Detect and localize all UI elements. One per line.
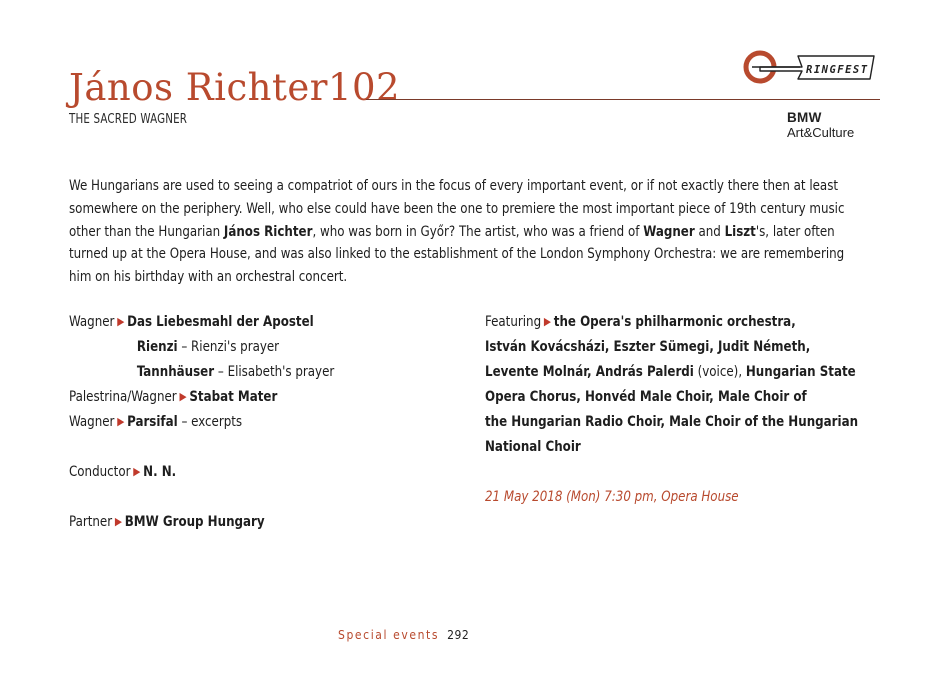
intro-text-1: We Hungarians are used to seeing a compatriot of ours in the focus of every important event, or if not exactly there then at least somewhere on the periphery. Well, who else could have been the one to premiere the most important piece of 19th century music other than the Hungarian bbox=[69, 178, 845, 240]
sponsor-name: BMW bbox=[787, 110, 822, 125]
featuring-row-5 bbox=[485, 410, 885, 435]
conductor-label: Conductor bbox=[69, 464, 131, 480]
program-row-1 bbox=[69, 310, 460, 335]
composer-label: Wagner bbox=[69, 414, 115, 430]
performer-text: the Opera's philharmonic orchestra, bbox=[553, 314, 796, 330]
sponsor-logo bbox=[787, 110, 854, 140]
performer-text: István Kovácsházi, Eszter Sümegi, Judit Németh, bbox=[485, 339, 811, 355]
page-subtitle: THE SACRED WAGNER bbox=[69, 112, 188, 127]
triangle-right-icon: ▶ bbox=[114, 515, 122, 528]
work-title: Tannhäuser bbox=[136, 364, 215, 380]
ringfest-logo bbox=[742, 47, 878, 87]
composer-label: Palestrina/Wagner bbox=[69, 389, 177, 405]
featuring-row-3 bbox=[485, 360, 885, 385]
work-title: Stabat Mater bbox=[189, 389, 278, 405]
performer-text: National Choir bbox=[485, 439, 581, 455]
work-note: – excerpts bbox=[177, 414, 243, 430]
conductor-value: N. N. bbox=[143, 464, 177, 480]
intro-text-4: 's, later often turned up at the Opera House, and was also linked to the establishment of the London Symphony Orchestra: we are remembering him on his birthday with an orchestral concert. bbox=[69, 223, 845, 286]
sponsor-subname: Art&Culture bbox=[787, 125, 855, 140]
featuring-row-1 bbox=[485, 310, 885, 335]
page-number: 292 bbox=[447, 628, 470, 642]
triangle-right-icon: ▶ bbox=[117, 415, 125, 428]
program-row-5 bbox=[69, 410, 460, 435]
work-title: Parsifal bbox=[127, 414, 178, 430]
partner-label: Partner bbox=[69, 514, 113, 530]
featuring-row-2 bbox=[485, 335, 885, 360]
performer-text: the Hungarian Radio Choir, Male Choir of the Hungarian bbox=[485, 414, 859, 430]
work-note: – Rienzi's prayer bbox=[177, 339, 280, 355]
performer-text: Hungarian State bbox=[745, 364, 856, 380]
intro-text-3: and bbox=[694, 223, 725, 240]
program-row-2 bbox=[69, 335, 460, 360]
event-date: 21 May 2018 (Mon) 7:30 pm, Opera House bbox=[485, 489, 739, 505]
intro-name-liszt: Liszt bbox=[724, 223, 756, 240]
featuring-row-4 bbox=[485, 385, 885, 410]
composer-label: Wagner bbox=[69, 314, 115, 330]
work-title: Rienzi bbox=[136, 339, 178, 355]
featuring-row-6 bbox=[485, 435, 885, 460]
work-note: – Elisabeth's prayer bbox=[214, 364, 335, 380]
intro-text-2: , who was born in Győr? The artist, who was a friend of bbox=[312, 223, 644, 240]
performer-text: Opera Chorus, Honvéd Male Choir, Male Choir of bbox=[485, 389, 807, 405]
intro-name-wagner: Wagner bbox=[643, 223, 695, 240]
partner-row bbox=[69, 510, 460, 535]
work-title: Das Liebesmahl der Apostel bbox=[127, 314, 314, 330]
ringfest-logo-text: RINGFEST bbox=[806, 64, 869, 76]
footer-section: Special events bbox=[338, 628, 440, 642]
program-column bbox=[69, 310, 460, 535]
triangle-right-icon: ▶ bbox=[543, 315, 551, 328]
partner-value: BMW Group Hungary bbox=[124, 514, 265, 530]
page-title: János Richter102 bbox=[69, 66, 401, 109]
conductor-row bbox=[69, 460, 460, 485]
program-row-3 bbox=[69, 360, 460, 385]
performer-text: Levente Molnár, András Palerdi bbox=[485, 364, 694, 380]
intro-name-richter: János Richter bbox=[223, 223, 313, 240]
featuring-label: Featuring bbox=[485, 314, 542, 330]
title-rule bbox=[366, 99, 880, 100]
triangle-right-icon: ▶ bbox=[117, 315, 125, 328]
triangle-right-icon: ▶ bbox=[133, 465, 141, 478]
intro-paragraph bbox=[69, 175, 869, 289]
featuring-column bbox=[485, 310, 885, 510]
performer-role: (voice), bbox=[693, 364, 746, 380]
program-row-4 bbox=[69, 385, 460, 410]
page-footer bbox=[338, 628, 469, 642]
triangle-right-icon: ▶ bbox=[179, 390, 187, 403]
